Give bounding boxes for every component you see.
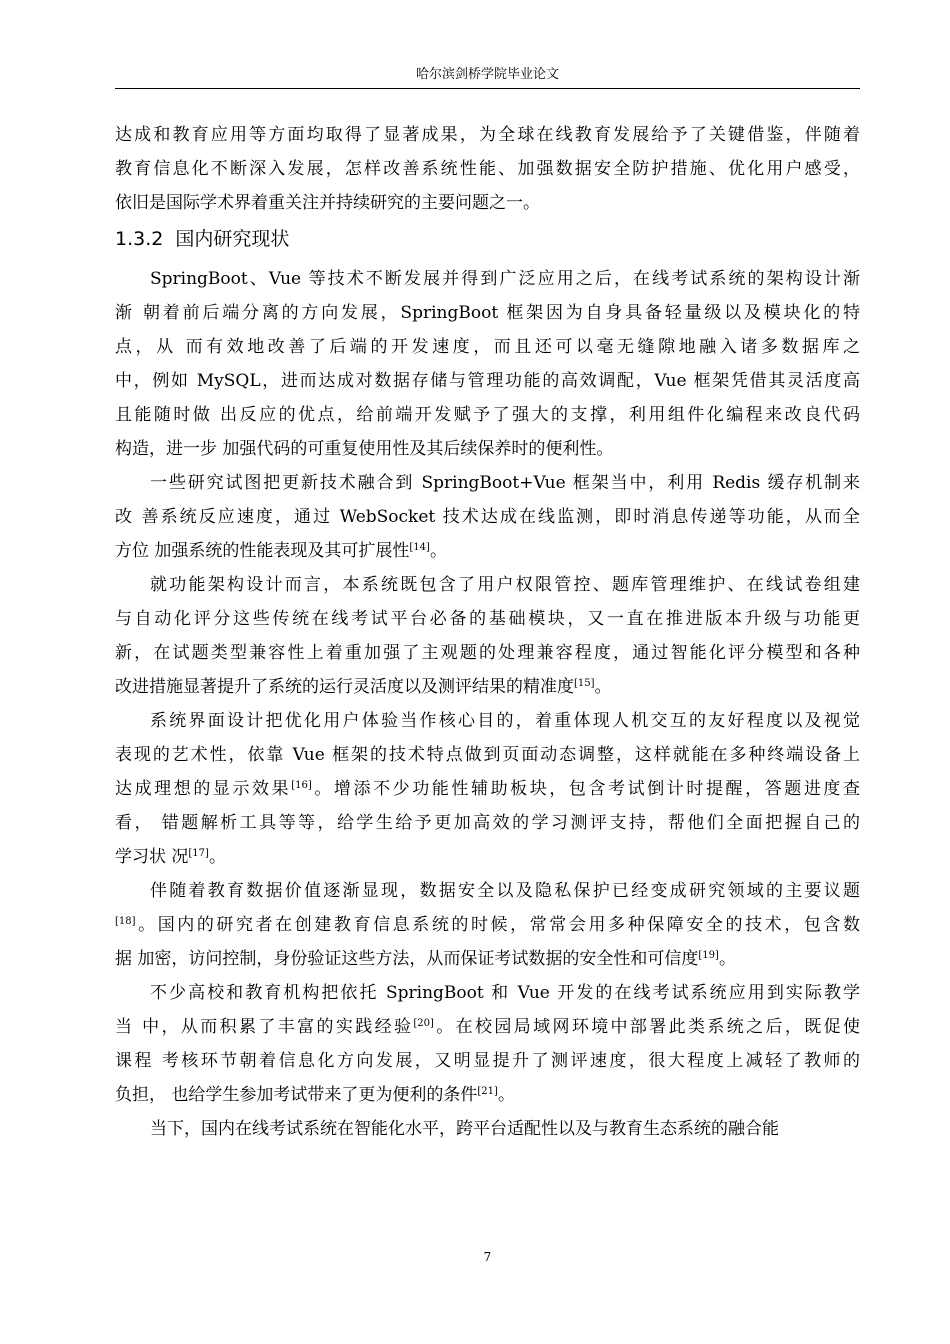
paragraph <box>115 262 860 466</box>
section-number: 1.3.2 <box>115 228 164 250</box>
line-text: 构造，进一步 加强代码的可重复使用性及其后续保养时的便利性。 <box>115 439 614 459</box>
text-line <box>115 1112 860 1146</box>
citation-ref: [21] <box>477 1086 498 1097</box>
intro-paragraph <box>115 118 860 220</box>
line-text: 学习状 况 <box>115 847 189 867</box>
paragraphs <box>115 262 860 1146</box>
text-line <box>115 908 860 942</box>
line-text: 伴随着教育数据价值逐渐显现，数据安全以及隐私保护已经变成研究领域的主要议题 <box>150 881 860 901</box>
line-text: 与自动化评分这些传统在线考试平台必备的基础模块，又一直在推进版本升级与功能更 <box>115 609 860 629</box>
line-text: SpringBoot、Vue 等技术不断发展并得到广泛应用之后，在线考试系统的架构设计渐 <box>150 269 860 289</box>
page-header: 哈尔滨剑桥学院毕业论文 <box>415 67 559 82</box>
line-text: 当下，国内在线考试系统在智能化水平，跨平台适配性以及与教育生态系统的融合能 <box>150 1119 779 1139</box>
line-text: 当 中，从而积累了丰富的实践经验 <box>115 1017 414 1037</box>
text-line <box>115 1078 860 1112</box>
paragraph <box>115 874 860 976</box>
citation-ref: [15] <box>574 678 595 689</box>
text-line <box>115 636 860 670</box>
paragraph <box>115 568 860 704</box>
line-text: 且能随时做 出反应的优点，给前端开发赋予了强大的支撑，利用组件化编程来改良代码 <box>115 405 860 425</box>
page-body <box>115 118 860 1146</box>
line-text-tail: 。 <box>718 949 736 969</box>
text-line <box>115 840 860 874</box>
line-text-tail: 。 <box>497 1085 515 1105</box>
line-text: 一些研究试图把更新技术融合到 SpringBoot+Vue 框架当中，利用 Redis 缓存机制来 <box>150 473 860 493</box>
text-line <box>115 602 860 636</box>
line-text: 系统界面设计把优化用户体验当作核心目的，着重体现人机交互的友好程度以及视觉 <box>150 711 860 731</box>
page-number: 7 <box>483 1250 492 1264</box>
line-text: 方位 加强系统的性能表现及其可扩展性 <box>115 541 410 561</box>
text-line <box>115 296 860 330</box>
paragraph <box>115 976 860 1112</box>
text-line <box>115 466 860 500</box>
line-text: 改 善系统反应速度，通过 WebSocket 技术达成在线监测，即时消息传递等功能，从而全 <box>115 507 860 527</box>
section-title: 国内研究现状 <box>175 228 290 250</box>
text-line <box>115 976 860 1010</box>
text-line: 教育信息化不断深入发展，怎样改善系统性能、加强数据安全防护措施、优化用户感受， <box>115 159 860 179</box>
line-text: 据 加密，访问控制，身份验证这些方法，从而保证考试数据的安全性和可信度 <box>115 949 699 969</box>
line-text: 表现的艺术性，依靠 Vue 框架的技术特点做到页面动态调整，这样就能在多种终端设备上 <box>115 745 860 765</box>
line-text: 课程 考核环节朝着信息化方向发展，又明显提升了测评速度，很大程度上减轻了教师的 <box>115 1051 860 1071</box>
citation-ref: [14] <box>409 542 430 553</box>
section-heading <box>115 220 860 262</box>
paragraph <box>115 466 860 568</box>
text-line <box>115 670 860 704</box>
line-text: 中，例如 MySQL，进而达成对数据存储与管理功能的高效调配，Vue 框架凭借其灵活度高 <box>115 371 860 391</box>
citation-ref: [17] <box>188 848 209 859</box>
line-text-tail: 。 <box>594 677 612 697</box>
text-line: 达成和教育应用等方面均取得了显著成果，为全球在线教育发展给予了关键借鉴，伴随着 <box>115 125 860 145</box>
line-text: 改进措施显著提升了系统的运行灵活度以及测评结果的精准度 <box>115 677 574 697</box>
text-line <box>115 806 860 840</box>
line-text: 点，从 而有效地改善了后端的开发速度，而且还可以毫无缝隙地融入诸多数据库之 <box>115 337 860 357</box>
paragraph <box>115 704 860 874</box>
text-line <box>115 942 860 976</box>
text-line <box>115 330 860 364</box>
text-line: 依旧是国际学术界着重关注并持续研究的主要问题之一。 <box>115 193 540 213</box>
text-line <box>115 704 860 738</box>
text-line <box>115 874 860 908</box>
text-line <box>115 568 860 602</box>
line-text: 新，在试题类型兼容性上着重加强了主观题的处理兼容程度，通过智能化评分模型和各种 <box>115 643 860 663</box>
text-line <box>115 262 860 296</box>
line-text-tail: 。国内的研究者在创建教育信息系统的时候，常常会用多种保障安全的技术，包含数 <box>135 915 860 935</box>
paragraph <box>115 1112 860 1146</box>
text-line <box>115 738 860 772</box>
text-line <box>115 398 860 432</box>
citation-ref: [16] <box>291 780 312 791</box>
line-text-tail: 。在校园局域网环境中部署此类系统之后，既促使 <box>433 1017 860 1037</box>
citation-ref: [19] <box>698 950 719 961</box>
line-text: 负担， 也给学生参加考试带来了更为便利的条件 <box>115 1085 478 1105</box>
text-line <box>115 432 860 466</box>
line-text-tail: 。增添不少功能性辅助板块，包含考试倒计时提醒，答题进度查 <box>311 779 861 799</box>
line-text: 渐 朝着前后端分离的方向发展，SpringBoot 框架因为自身具备轻量级以及模块化的特 <box>115 303 860 323</box>
text-line <box>115 1010 860 1044</box>
text-line <box>115 364 860 398</box>
citation-ref: [20] <box>413 1018 434 1029</box>
line-text: 看， 错题解析工具等等，给学生给予更加高效的学习测评支持，帮他们全面把握自己的 <box>115 813 860 833</box>
text-line <box>115 534 860 568</box>
line-text: 就功能架构设计而言，本系统既包含了用户权限管控、题库管理维护、在线试卷组建 <box>150 575 860 595</box>
text-line <box>115 1044 860 1078</box>
text-line <box>115 772 860 806</box>
line-text: 不少高校和教育机构把依托 SpringBoot 和 Vue 开发的在线考试系统应用到实际教学 <box>150 983 860 1003</box>
line-text: 达成理想的显示效果 <box>115 779 292 799</box>
line-text-tail: 。 <box>429 541 447 561</box>
line-text-tail: 。 <box>208 847 226 867</box>
text-line <box>115 500 860 534</box>
citation-ref: [18] <box>115 916 136 927</box>
header-rule <box>115 88 860 89</box>
